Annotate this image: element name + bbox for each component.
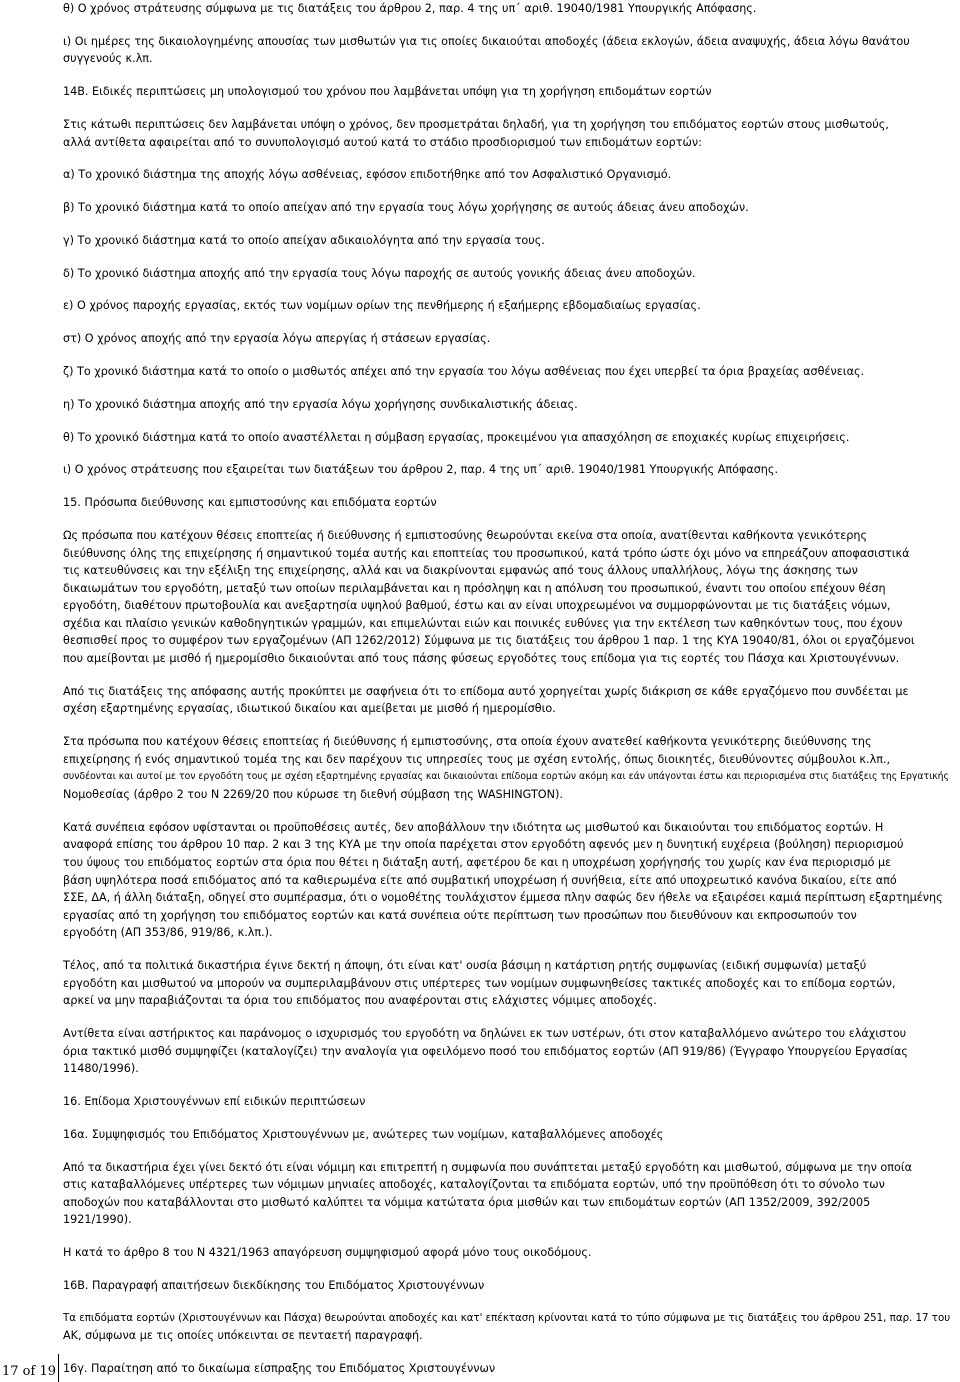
text-line: διεύθυνσης όλης της επιχείρησης ή σημαντικού τομέα αυτής και εποπτείας του προσωπικού, κατά τρόπο ώστε όχι μόνο να επηρεάζουν αποφασιστικά (63, 546, 910, 560)
paragraph-gap (63, 512, 949, 527)
text-line: Από τα δικαστήρια έχει γίνει δεκτό ότι είναι νόμιμη και επιτρεπτή η συμφωνία που συνάπτεται μεταξύ εργοδότη και μισθωτού, σύμφωνα με την οποία (63, 1160, 912, 1174)
text-line: 11480/1996). (63, 1062, 139, 1076)
text-line: ι) Ο χρόνος στράτευσης που εξαιρείται των διατάξεων του άρθρου 2, παρ. 4 της υπ΄ αριθ. 19040/1981 Υπουργικής Απόφασης. (63, 463, 779, 477)
text-line: Κατά συνέπεια εφόσον υφίστανται οι προϋποθέσεις αυτές, δεν αποβάλλουν την ιδιότητα ως μισθωτού και δικαιούνται του επιδόματος εορτών. Η (63, 820, 884, 834)
text-line: β) Το χρονικό διάστημα κατά το οποίο απείχαν από την εργασία τους λόγω χορήγησης σε αυτούς άδειας άνευ αποδοχών. (63, 201, 749, 215)
paragraph-gap (63, 249, 949, 264)
paragraph-gap (63, 1078, 949, 1093)
text-line: αρκεί να μην παραβιάζονται τα όρια του επιδόματος που αναφέρονται στις ελάχιστες νόμιμες αποδοχές. (63, 994, 657, 1008)
paragraph-gap (63, 1143, 949, 1158)
text-line: αλλά αντίθετα αφαιρείται από το συνυπολογισμό αυτού κατά το στάδιο προσδιορισμού των επιδομάτων εορτών: (63, 135, 702, 149)
text-line: του ύψους του επιδόματος εορτών στα όρια που θέτει η διάταξη αυτή, αφετέρου δε και η υποχρέωση χορήγησής του χωρίς καν ένα περιορισμό με (63, 855, 892, 869)
text-line: 1921/1990). (63, 1213, 132, 1227)
text-line: δ) Το χρονικό διάστημα αποχής από την εργασία τους λόγω παροχής σε αυτούς γονικής άδειας άνευ αποδοχών. (63, 266, 696, 280)
text-line: εργασίας από τη χορήγηση του επιδόματος εορτών και κατά συνέπεια ούτε περίπτωση των προσώπων που διευθύνουν και εκπροσωπούν τον (63, 908, 857, 922)
text-line: ι) Οι ημέρες της δικαιολογημένης απουσίας των μισθωτών για τις οποίες δικαιούται αποδοχές (άδεια εκλογών, άδεια αναψυχής, άδεια λόγω θανάτου (63, 34, 910, 48)
text-line: όρια τακτικό μισθό συμψηφίζει (καταλογίζει) την αναλογία για οφειλόμενο ποσό του επιδόματος εορτών (ΑΠ 919/86) (Έγγραφο Υπουργείου Εργασίας (63, 1044, 908, 1058)
paragraph-gap (63, 413, 949, 428)
text-line: 16. Επίδομα Χριστουγέννων επί ειδικών περιπτώσεων (63, 1095, 366, 1109)
text-line: Τα επιδόματα εορτών (Χριστουγέννων και Πάσχα) θεωρούνται αποδοχές και κατ' επέκταση κρίνονται κατά το τύπο σύμφωνα με τις διατάξεις του άρθρου 251, παρ. 17 του (63, 1312, 951, 1324)
text-line: Από τις διατάξεις της απόφασης αυτής προκύπτει με σαφήνεια ότι το επίδομα αυτό χορηγείται χωρίς διάκριση σε κάθε εργαζόμενο που συνδέεται με (63, 684, 909, 698)
text-line: συνδέονται και αυτοί με τον εργοδότη τους με σχέση εξαρτημένης εργασίας και δικαιούνται επίδομα εορτών ακόμη και εάν υπάγονται έστω και περιορισμένα στις διατάξεις της Εργατικής (63, 771, 949, 783)
paragraph-gap (63, 282, 949, 297)
text-line: αναφορά επίσης του άρθρου 10 παρ. 2 και 3 της ΚΥΑ με την οποία παρέχεται στον εργοδότη αφενός μεν η δυνητική ευχέρεια (βούληση) περιορισμού (63, 838, 904, 852)
paragraph-gap (63, 184, 949, 199)
paragraph-gap (63, 315, 949, 330)
text-line: 16α. Συμψηφισμός του Επιδόματος Χριστουγέννων με, ανώτερες των νομίμων, καταβαλλόμενες αποδοχές (63, 1127, 664, 1141)
paragraph-gap (63, 1111, 949, 1126)
text-line: δικαιωμάτων του εργοδότη, μεταξύ των οποίων περιλαμβάνεται και η πρόσληψη και η απόλυση του προσωπικού, έναντι του οποίου επέχουν θέση (63, 581, 886, 595)
text-line: εργοδότη (ΑΠ 353/86, 919/86, κ.λπ.). (63, 926, 273, 940)
paragraph-gap (63, 18, 949, 33)
document-page (63, 0, 949, 1378)
paragraph-gap (63, 804, 949, 819)
paragraph-gap (63, 942, 949, 957)
paragraph-gap (63, 68, 949, 83)
text-line: θ) Το χρονικό διάστημα κατά το οποίο αναστέλλεται η σύμβαση εργασίας, προκειμένου για απασχόληση σε εποχιακές κυρίως επιχειρήσεις. (63, 430, 850, 444)
text-line: Αντίθετα είναι αστήρικτος και παράνομος ο ισχυρισμός του εργοδότη να δηλώνει εκ των υστέρων, ότι στον καταβαλλόμενο ανώτερο του ελάχιστου (63, 1027, 907, 1041)
paragraph-gap (63, 381, 949, 396)
text-line: τις κατευθύνσεις και την εξέλιξη της επιχείρησης, αλλά και να διακρίνονται εμφανώς από τους άλλους υπαλλήλους, λόγω της άσκησης των (63, 564, 858, 578)
text-line: η) Το χρονικό διάστημα αποχής από την εργασία λόγω χορήγησης συνδικαλιστικής άδειας. (63, 397, 578, 411)
text-line: σχέση εξαρτημένης εργασίας, ιδιωτικού δικαίου και αμείβεται με μισθό ή ημερομίσθιο. (63, 702, 556, 716)
text-line: ΑΚ, σύμφωνα με τις οποίες υπόκεινται σε πενταετή παραγραφή. (63, 1329, 423, 1343)
paragraph-gap (63, 1229, 949, 1244)
text-line: ΣΣΕ, ΔΑ, ή άλλη διάταξη, οδηγεί στο συμπέρασμα, ότι ο νομοθέτης τουλάχιστον έμμεσα πλην σαφώς δεν ήθελε να εξαιρέσει καμιά περίπτωση εξαρτημένης (63, 891, 943, 905)
paragraph-gap (63, 101, 949, 116)
paragraph-gap (63, 1295, 949, 1310)
paragraph-gap (63, 446, 949, 461)
text-line: στ) Ο χρόνος αποχής από την εργασία λόγω απεργίας ή στάσεων εργασίας. (63, 332, 491, 346)
text-line: που αμείβονται με μισθό ή ημερομίσθιο δικαιούνται από τους πάσης φύσεως εργοδότες τους επίδομα για τις εορτές του Πάσχα και Χριστουγέννων. (63, 652, 900, 666)
text-line: εργοδότη και μισθωτού να μπορούν να συμπεριλαμβάνουν στις υπέρτερες των νομίμων συμφωνηθείσες τακτικές αποδοχές και το επίδομα εορτών, (63, 976, 896, 990)
text-line: εργοδότη, διαθέτουν πρωτοβουλία και ανεξαρτησία υψηλού βαθμού, έστω και αν είναι υποχρεωμένοι να συμμορφώνονται με τις διατάξεις νόμων, (63, 599, 891, 613)
text-line: θ) Ο χρόνος στράτευσης σύμφωνα με τις διατάξεις του άρθρου 2, παρ. 4 της υπ΄ αριθ. 19040/1981 Υπουργικής Απόφασης. (63, 2, 757, 15)
text-line: επιχείρησης ή ενός σημαντικού τομέα της και δεν παρέχουν τις υπηρεσίες τους με σχέση εντολής, όπως διοικητές, διευθύνοντες σύμβουλοι κ.λπ., (63, 752, 891, 766)
text-line: 14Β. Ειδικές περιπτώσεις μη υπολογισμού του χρόνου που λαμβάνεται υπόψη για τη χορήγηση επιδομάτων εορτών (63, 85, 712, 99)
text-line: Η κατά το άρθρο 8 του Ν 4321/1963 απαγόρευση συμψηφισμού αφορά μόνο τους οικοδόμους. (63, 1246, 592, 1260)
paragraph-gap (63, 348, 949, 363)
text-line: α) Το χρονικό διάστημα της αποχής λόγω ασθένειας, εφόσον επιδοτήθηκε από τον Ασφαλιστικό Οργανισμό. (63, 168, 672, 182)
text-line: Στα πρόσωπα που κατέχουν θέσεις εποπτείας ή διεύθυνσης ή εμπιστοσύνης, στα οποία έχουν ανατεθεί καθήκοντα γενικότερης διεύθυνσης της (63, 735, 872, 749)
text-line: Στις κάτωθι περιπτώσεις δεν λαμβάνεται υπόψη ο χρόνος, δεν προσμετράται δηλαδή, για τη χορήγηση του επιδόματος εορτών στους μισθωτούς, (63, 117, 889, 131)
text-line: αποδοχών που καταβάλλονται στο μισθωτό καλύπτει τα νόμιμα κατώτατα όρια μισθών και των επιδομάτων εορτών (ΑΠ 1352/2009, 392/2005 (63, 1195, 871, 1209)
paragraph-gap (63, 1345, 949, 1360)
paragraph-gap (63, 1010, 949, 1025)
paragraph-gap (63, 668, 949, 683)
text-line: 16Β. Παραγραφή απαιτήσεων διεκδίκησης του Επιδόματος Χριστουγέννων (63, 1278, 485, 1292)
text-line: θεσπισθεί προς το συμφέρον των εργαζομένων (ΑΠ 1262/2012) Σύμφωνα με τις διατάξεις του άρθρου 1 παρ. 1 της ΚΥΑ 19040/81, όλοι οι εργαζόμενοι (63, 634, 915, 648)
text-line: ζ) Το χρονικό διάστημα κατά το οποίο ο μισθωτός απέχει από την εργασία του λόγω ασθένειας που έχει υπερβεί τα όρια βραχείας ασθένειας. (63, 365, 865, 378)
text-line: γ) Το χρονικό διάστημα κατά το οποίο απείχαν αδικαιολόγητα από την εργασία τους. (63, 233, 545, 247)
paragraph-gap (63, 718, 949, 733)
text-line: ε) Ο χρόνος παροχής εργασίας, εκτός των νομίμων ορίων της πενθήμερης ή εξαήμερης εβδομαδιαίως εργασίας. (63, 299, 701, 313)
paragraph-gap (63, 479, 949, 494)
text-line: στις καταβαλλόμενες υπέρτερες των νόμιμων μηνιαίες αποδοχές, καταλογίζονται τα επιδόματα εορτών, υπό την προϋπόθεση ότι το σύνολο των (63, 1178, 885, 1192)
text-line: Τέλος, από τα πολιτικά δικαστήρια έγινε δεκτή η άποψη, ότι είναι κατ' ουσία βάσιμη η κατάρτιση ρητής συμφωνίας (ειδική συμφωνία) μεταξύ (63, 959, 867, 973)
text-line: βάση υψηλότερα ποσά επιδόματος από τα καθιερωμένα είτε από συμβατική υποχρέωση ή συνήθεια, είτε από υποχρεωτικό κανόνα δικαίου, είτε από (63, 873, 897, 887)
page-number: 17 of 19 (2, 1364, 56, 1379)
paragraph-gap (63, 151, 949, 166)
paragraph-gap (63, 1262, 949, 1277)
text-line: Ως πρόσωπα που κατέχουν θέσεις εποπτείας ή διεύθυνσης ή εμπιστοσύνης θεωρούνται εκείνα στα οποία, ανατίθενται καθήκοντα γενικότερης (63, 528, 868, 542)
paragraph-gap (63, 217, 949, 232)
text-line: Νομοθεσίας (άρθρο 2 του Ν 2269/20 που κύρωσε τη διεθνή σύμβαση της WASHINGTON). (63, 788, 563, 801)
text-line: σχέδια και πλαίσιο γενικών καθοδηγητικών γραμμών, και επιμελώνται ειών και ποινικές ευθύνες για την εκτέλεση των καθηκόντων τους, που έχουν (63, 616, 903, 630)
text-line: 15. Πρόσωπα διεύθυνσης και εμπιστοσύνης και επιδόματα εορτών (63, 496, 437, 510)
text-line: συγγενούς κ.λπ. (63, 52, 153, 66)
text-line: 16γ. Παραίτηση από το δικαίωμα είσπραξης του Επιδόματος Χριστουγέννων (63, 1362, 496, 1376)
